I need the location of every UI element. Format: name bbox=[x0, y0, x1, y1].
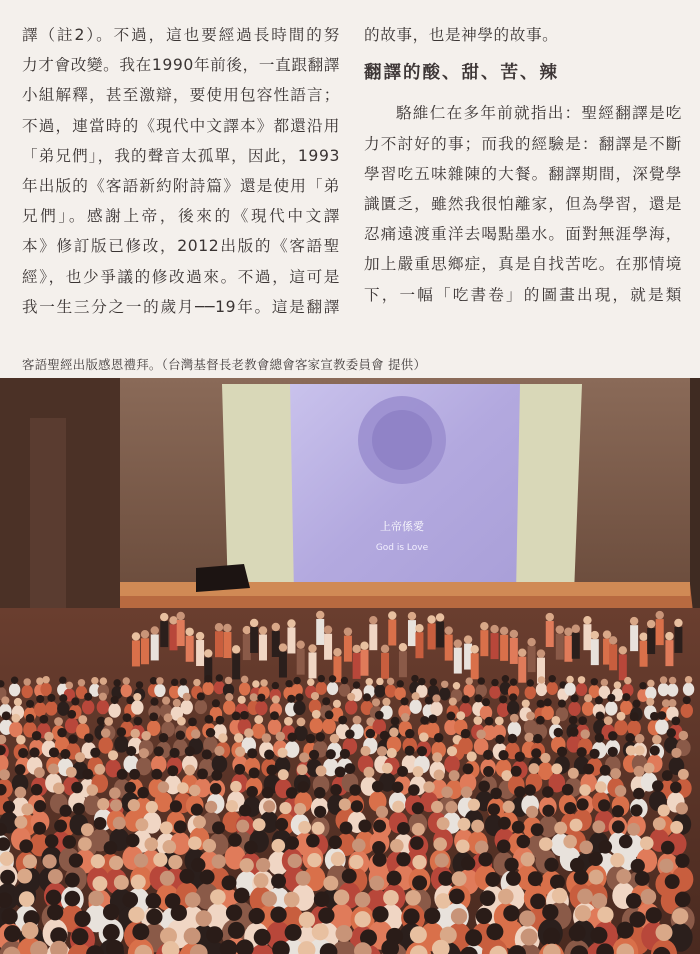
body-text-line: 力才會改變。我在1990年前後，一直跟翻譯 bbox=[22, 56, 340, 75]
right-column bbox=[364, 20, 682, 310]
body-text-line: 本》修訂版已修改，2012出版的《客語聖 bbox=[22, 237, 340, 256]
photo-caption: 客語聖經出版感恩禮拜。（台灣基督長老教會總會客家宣教委員會 提供） bbox=[22, 357, 427, 372]
body-text-line: 加上嚴重思鄉症，真是自找苦吃。在那情境 bbox=[364, 255, 682, 274]
body-text-line: 譯（註2）。不過，這也要經過長時間的努 bbox=[22, 26, 340, 44]
body-text-line: 經》，也少爭議的修改過來。不過，這可是 bbox=[22, 267, 340, 286]
body-text-line: 「弟兄們」，我的聲音太孤單，因此，1993 bbox=[22, 146, 340, 165]
body-text-line: 年出版的《客語新約附詩篇》還是使用「弟 bbox=[22, 177, 340, 196]
left-column bbox=[22, 20, 340, 322]
body-text-line: 學習吃五味雜陳的大餐。翻譯期間，深覺學 bbox=[364, 164, 682, 183]
event-photo bbox=[0, 378, 700, 954]
piano bbox=[196, 564, 250, 592]
body-text-line: 小組解釋，甚至激辯，要使用包容性語言； bbox=[22, 86, 340, 105]
body-text-line: 駱維仁在多年前就指出：聖經翻譯是吃 bbox=[396, 104, 682, 123]
auditorium-illustration bbox=[0, 378, 700, 954]
body-text-line: 我一生三分之一的歲月──19年。這是翻譯 bbox=[22, 297, 340, 316]
body-text-line: 不過，連當時的《現代中文譯本》都還沿用 bbox=[22, 116, 340, 135]
body-text-line: 的故事，也是神學的故事。 bbox=[364, 26, 559, 44]
section-heading: 翻譯的酸、甜、苦、辣 bbox=[364, 63, 559, 84]
body-text-line: 忍痛遠渡重洋去喝點墨水。面對無涯學海， bbox=[364, 225, 682, 244]
body-text-line: 識匱乏，雖然我很怕離家，但為學習，還是 bbox=[364, 195, 682, 214]
screen-text: 上帝係愛 bbox=[380, 520, 424, 533]
screen-text: God is Love bbox=[375, 543, 429, 553]
body-text-line: 下，一幅「吃書卷」的圖畫出現，就是類 bbox=[364, 285, 682, 304]
body-text-line: 力不討好的事；而我的經驗是：翻譯是不斷 bbox=[364, 134, 682, 153]
body-text-line: 兄們」。感謝上帝，後來的《現代中文譯 bbox=[22, 207, 340, 226]
